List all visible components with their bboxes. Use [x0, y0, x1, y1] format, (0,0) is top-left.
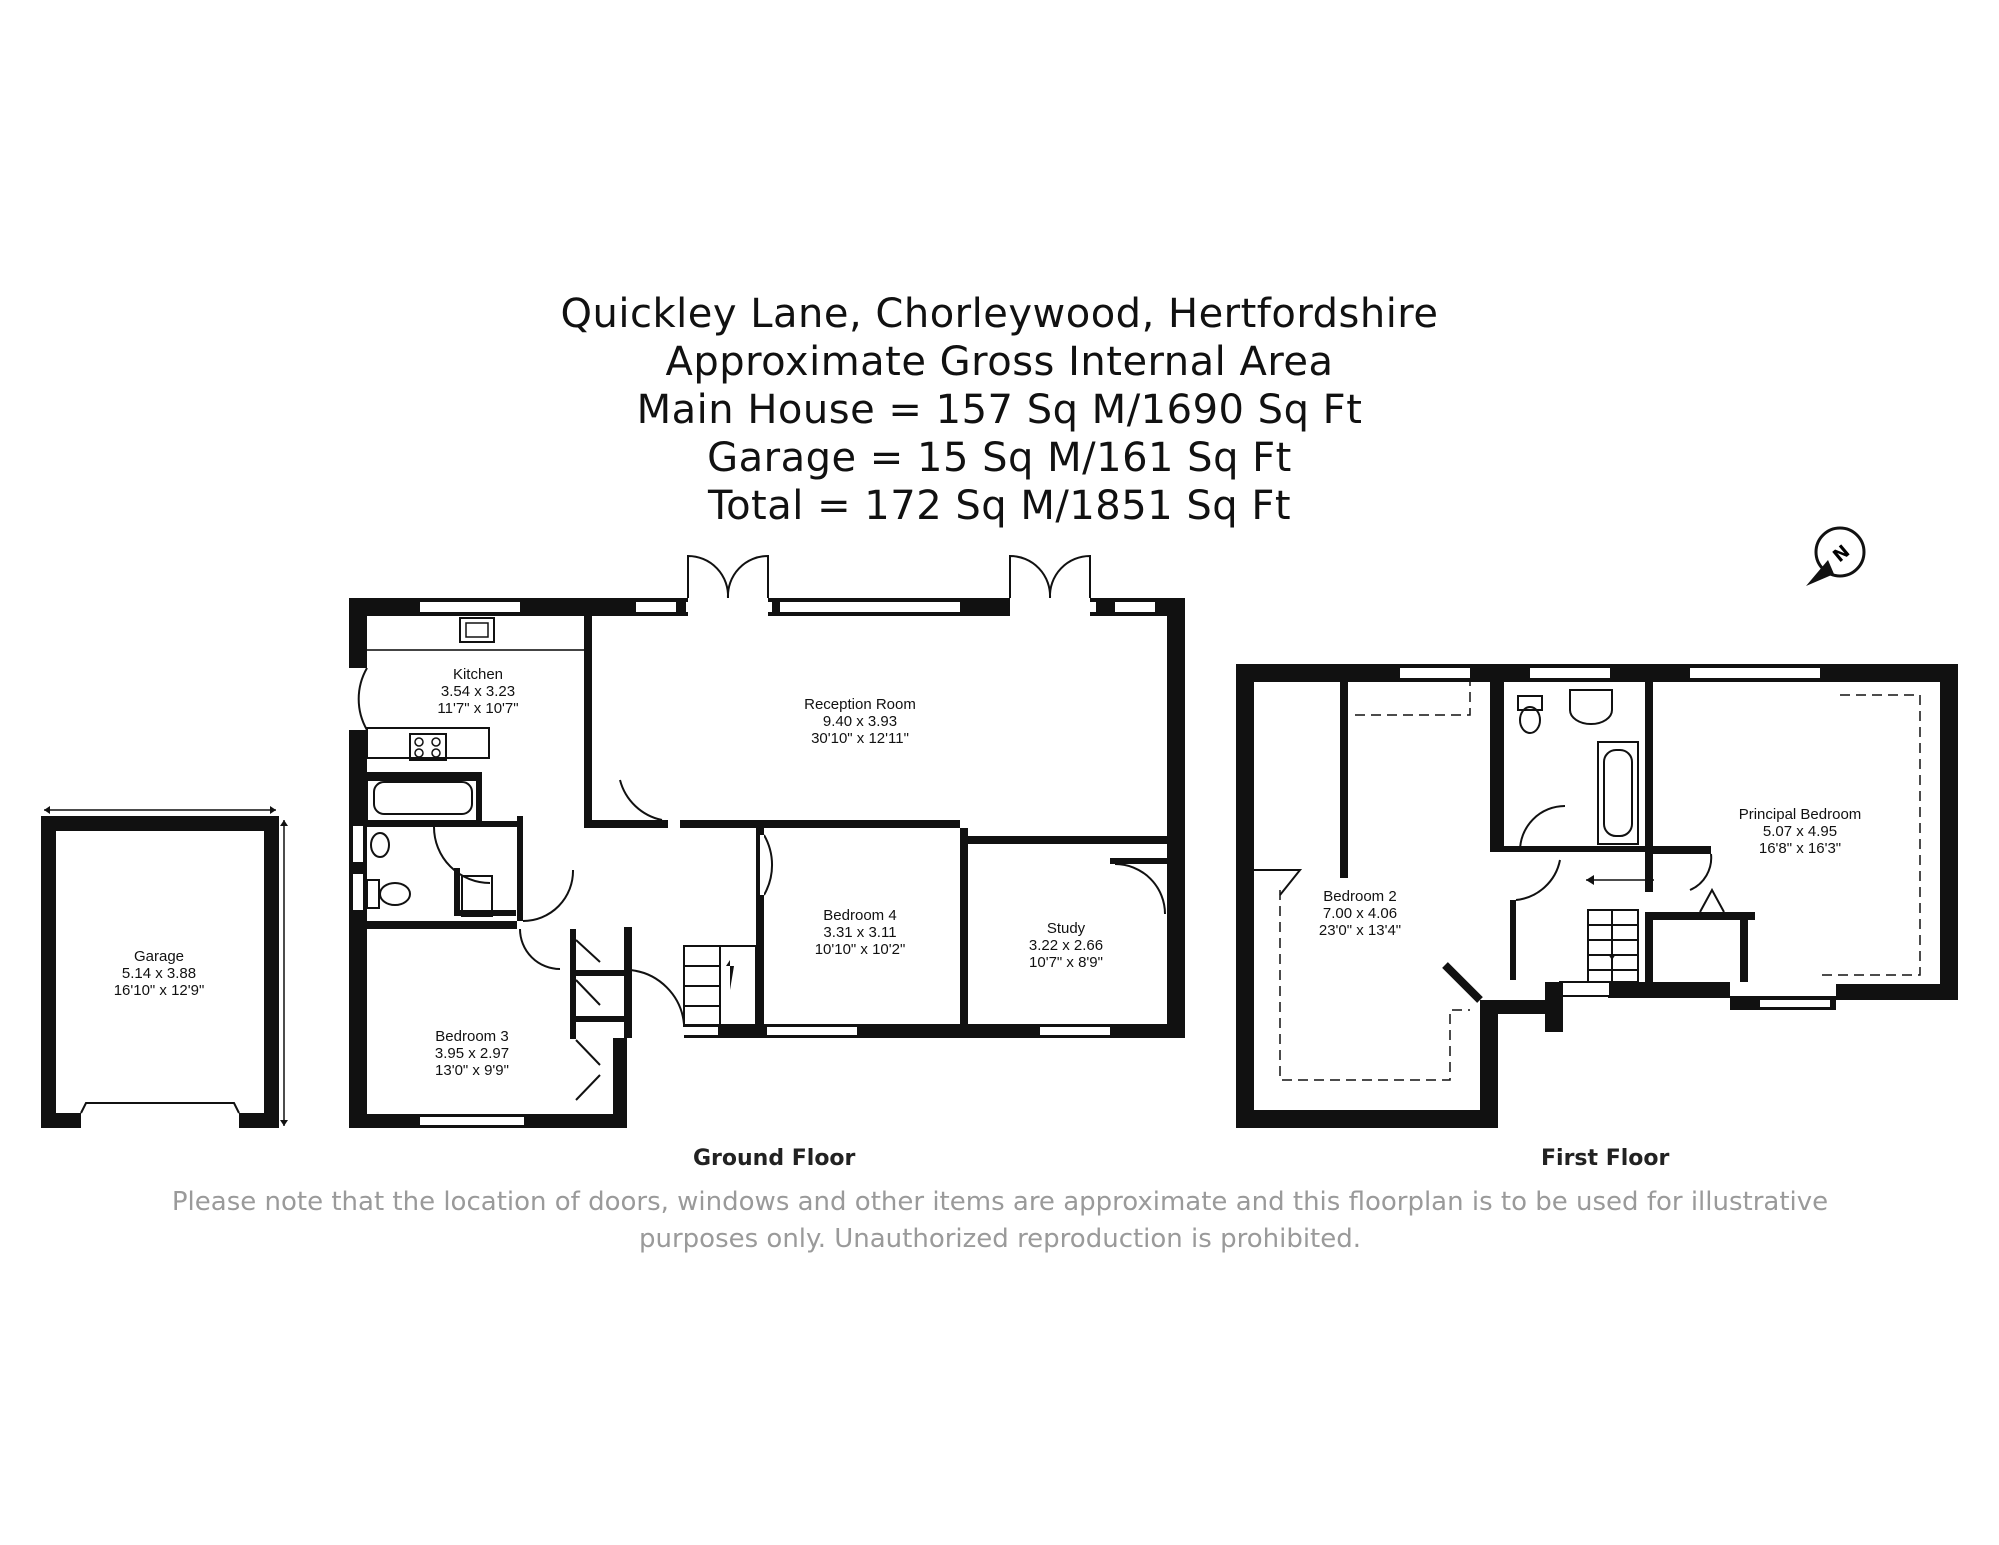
- room-imperial: 30'10" x 12'11": [811, 730, 909, 747]
- disclaimer-line-1: Please note that the location of doors, windows and other items are approximate and this floorplan is to be used for illustrative: [171, 1187, 1829, 1217]
- room-name: Reception Room: [804, 696, 916, 713]
- room-metric: 5.14 x 3.88: [121, 965, 197, 982]
- total-area: Total = 172 Sq M/1851 Sq Ft: [707, 483, 1292, 529]
- room-imperial: 16'10" x 12'9": [113, 982, 205, 999]
- room-principal-bedroom: [1739, 806, 1862, 857]
- room-imperial: 10'7" x 8'9": [1029, 954, 1103, 971]
- room-metric: 3.31 x 3.11: [823, 924, 897, 941]
- room-metric: 3.22 x 2.66: [1028, 937, 1104, 954]
- room-imperial: 11'7" x 10'7": [437, 700, 519, 717]
- room-imperial: 10'10" x 10'2": [814, 941, 906, 958]
- area-subtitle: Approximate Gross Internal Area: [665, 339, 1334, 385]
- room-bedroom-4: [815, 907, 906, 958]
- room-kitchen: [437, 666, 518, 717]
- room-garage: [114, 948, 205, 999]
- disclaimer-line-2: purposes only. Unauthorized reproduction is prohibited.: [638, 1224, 1362, 1254]
- room-name: Kitchen: [452, 666, 504, 683]
- room-metric: 7.00 x 4.06: [1322, 905, 1398, 922]
- room-imperial: 13'0" x 9'9": [435, 1062, 509, 1079]
- room-name: Principal Bedroom: [1738, 806, 1862, 823]
- garage-area: Garage = 15 Sq M/161 Sq Ft: [707, 435, 1292, 481]
- room-metric: 3.95 x 2.97: [434, 1045, 510, 1062]
- room-name: Bedroom 3: [435, 1028, 509, 1045]
- north-label: N: [1829, 541, 1855, 567]
- room-name: Study: [1046, 920, 1086, 937]
- north-arrow-icon: [1806, 528, 1864, 586]
- room-metric: 3.54 x 3.23: [440, 683, 516, 700]
- main-house-area: Main House = 157 Sq M/1690 Sq Ft: [636, 387, 1363, 433]
- room-name: Garage: [133, 948, 185, 965]
- room-study: [1029, 920, 1103, 971]
- disclaimer: [100, 1184, 1900, 1258]
- room-bedroom-3: [435, 1028, 509, 1079]
- first-floor-label: First Floor: [1541, 1146, 1670, 1171]
- room-reception: [804, 696, 916, 747]
- address-title: Quickley Lane, Chorleywood, Hertfordshire: [560, 291, 1439, 337]
- room-imperial: 16'8" x 16'3": [1758, 840, 1842, 857]
- room-name: Bedroom 2: [1323, 888, 1397, 905]
- room-metric: 9.40 x 3.93: [822, 713, 898, 730]
- room-imperial: 23'0" x 13'4": [1318, 922, 1402, 939]
- room-bedroom-2: [1319, 888, 1401, 939]
- room-metric: 5.07 x 4.95: [1762, 823, 1838, 840]
- room-name: Bedroom 4: [823, 907, 897, 924]
- ground-floor-label: Ground Floor: [693, 1146, 856, 1171]
